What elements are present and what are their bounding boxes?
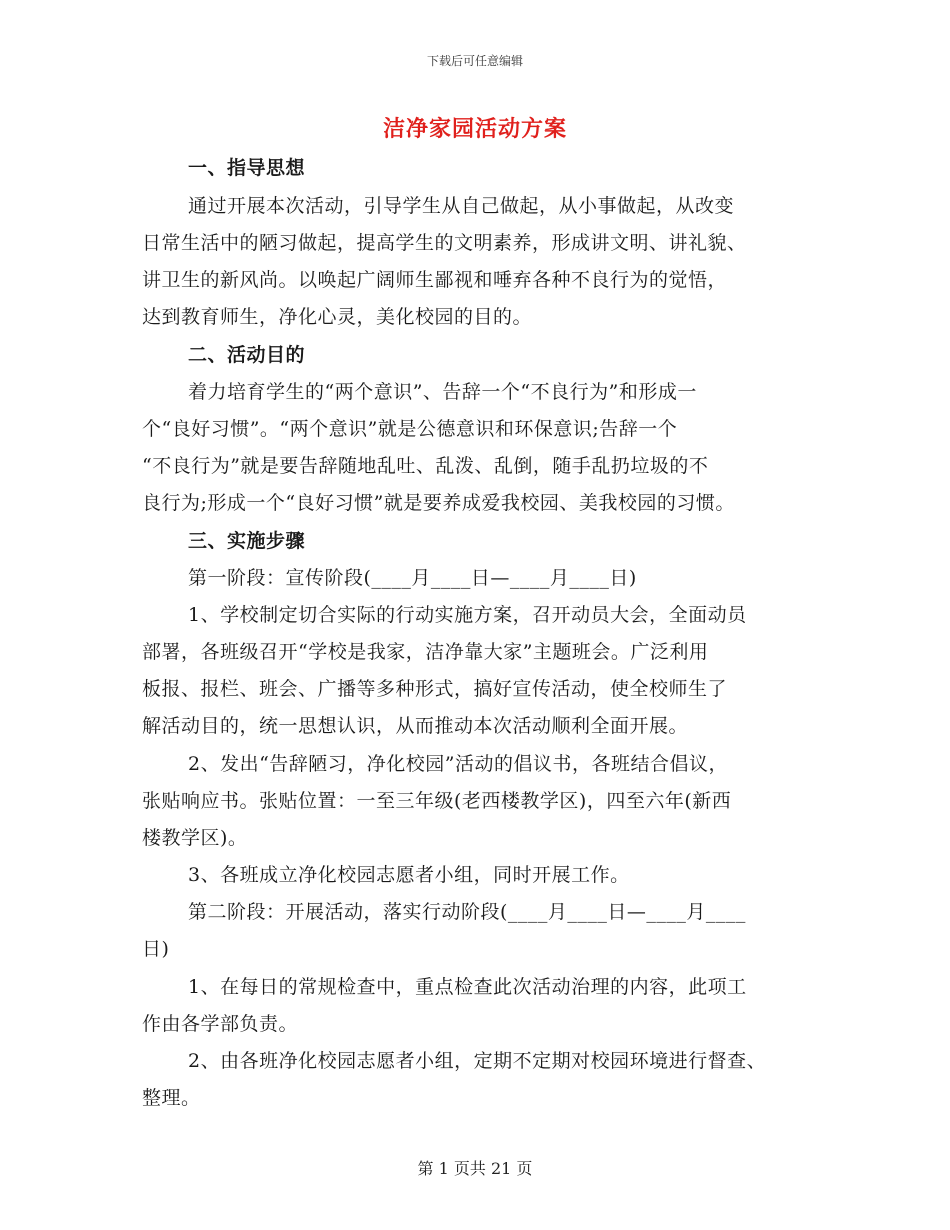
paragraph-line: 达到教育师生，净化心灵，美化校园的目的。	[142, 306, 533, 328]
page-footer: 第 1 页共 21 页	[417, 1159, 533, 1178]
paragraph-line: “不良行为”就是要告辞随地乱吐、乱泼、乱倒，随手乱扔垃圾的不	[142, 455, 709, 477]
paragraph-line: 第二阶段：开展活动，落实行动阶段(____月____日—____月____	[188, 901, 746, 923]
paragraph-line: 2、由各班净化校园志愿者小组，定期不定期对校园环境进行督查、	[188, 1050, 767, 1072]
paragraph-line: 良行为;形成一个“良好习惯”就是要养成爱我校园、美我校园的习惯。	[142, 492, 735, 514]
paragraph-line: 楼教学区)。	[142, 827, 248, 849]
paragraph-line: 板报、报栏、班会、广播等多种形式，搞好宣传活动，使全校师生了	[142, 678, 728, 700]
section-heading-1: 一、指导思想	[188, 157, 306, 179]
paragraph-line: 讲卫生的新风尚。以唤起广阔师生鄙视和唾弃各种不良行为的觉悟，	[142, 269, 728, 291]
paragraph-line: 3、各班成立净化校园志愿者小组，同时开展工作。	[188, 864, 630, 886]
page-header: 下载后可任意编辑	[426, 54, 523, 68]
paragraph-line: 整理。	[142, 1087, 201, 1109]
section-heading-2: 二、活动目的	[188, 344, 306, 366]
document-title: 洁净家园活动方案	[382, 116, 567, 142]
paragraph-line: 第一阶段：宣传阶段(____月____日—____月____日)	[188, 567, 637, 589]
paragraph-line: 部署，各班级召开“学校是我家，洁净靠大家”主题班会。广泛利用	[142, 641, 709, 663]
paragraph-line: 作由各学部负责。	[142, 1013, 299, 1035]
paragraph-line: 张贴响应书。张贴位置：一至三年级(老西楼教学区)，四至六年(新西	[142, 790, 732, 812]
paragraph-line: 日)	[142, 938, 170, 960]
paragraph-line: 1、在每日的常规检查中，重点检查此次活动治理的内容，此项工	[188, 976, 747, 998]
paragraph-line: 通过开展本次活动，引导学生从自己做起，从小事做起，从改变	[188, 195, 735, 217]
paragraph-line: 解活动目的，统一思想认识，从而推动本次活动顺利全面开展。	[142, 715, 689, 737]
section-heading-3: 三、实施步骤	[188, 530, 306, 552]
paragraph-line: 个“良好习惯”。“两个意识”就是公德意识和环保意识;告辞一个	[142, 418, 678, 440]
paragraph-line: 2、发出“告辞陋习，净化校园”活动的倡议书，各班结合倡议，	[188, 753, 729, 775]
paragraph-line: 日常生活中的陋习做起，提高学生的文明素养，形成讲文明、讲礼貌、	[142, 232, 747, 254]
paragraph-line: 着力培育学生的“两个意识”、告辞一个“不良行为”和形成一	[188, 381, 697, 403]
paragraph-line: 1、学校制定切合实际的行动实施方案，召开动员大会，全面动员	[188, 604, 747, 626]
